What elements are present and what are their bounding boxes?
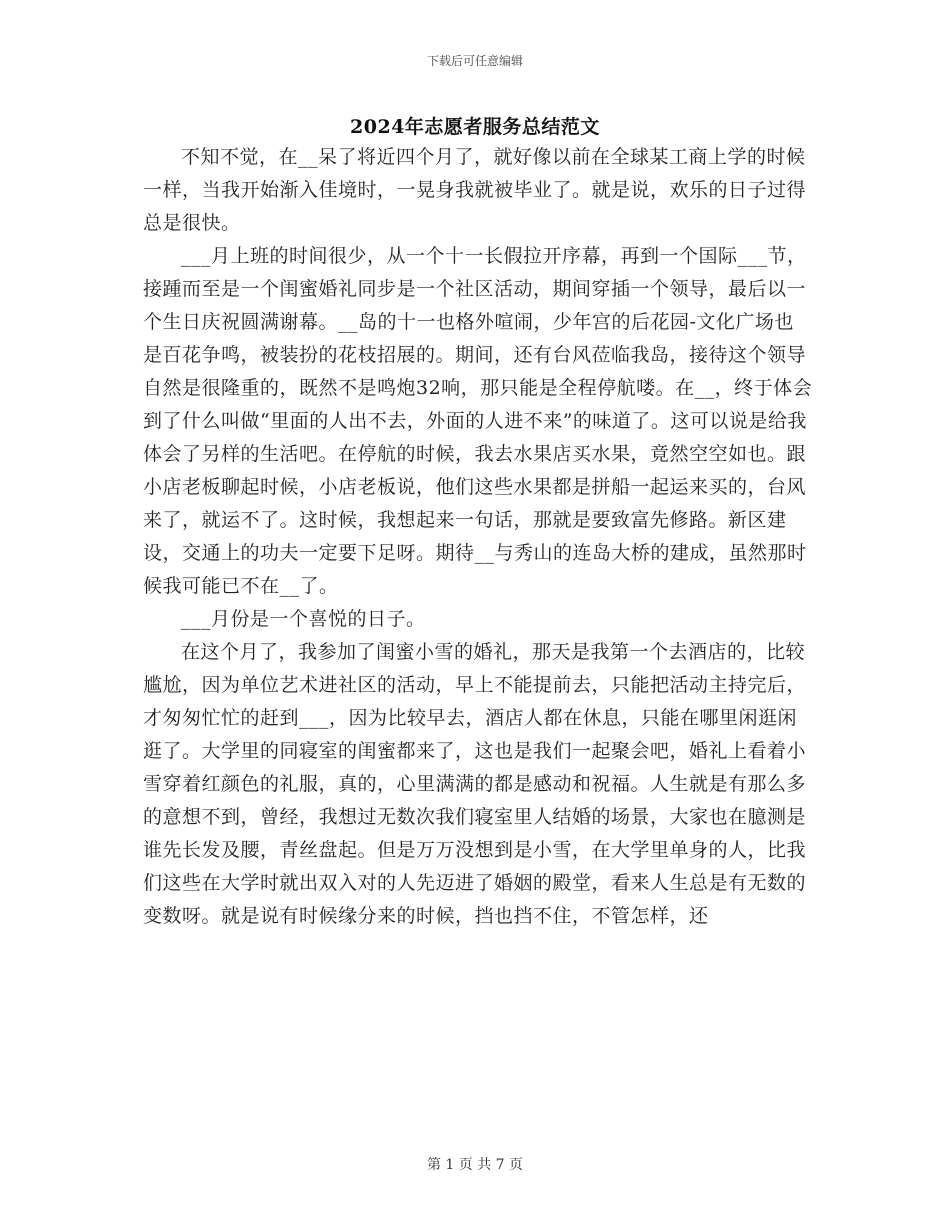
document-title: 2024年志愿者服务总结范文 [350,116,600,138]
paragraph: 不知不觉，在__呆了将近四个月了，就好像以前在全球某工商上学的时候一样，当我开始渐入佳境时，一晃身我就被毕业了。就是说，欢乐的日子过得总是很快。 [143,146,807,234]
document-body [143,141,813,933]
paragraph: ___月份是一个喜悦的日子。 [181,608,426,630]
paragraph: ___月上班的时间很少，从一个十一长假拉开序幕，再到一个国际___节，接踵而至是一个闺蜜婚礼同步是一个社区活动，期间穿插一个领导，最后以一个生日庆祝圆满谢幕。__岛的十一也格外喧闹，少年宫的后花园-文化广场也是百花争鸣，被装扮的花枝招展的。期间，还有台风莅临我岛，接待这个领导自然是很隆重的，既然不是鸣炮32响，那只能是全程停航喽。在__，终于体会到了什么叫做“里面的人出不去，外面的人进不来”的味道了。这可以说是给我体会了另样的生活吧。在停航的时候，我去水果店买水果，竟然空空如也。跟小店老板聊起时候，小店老板说，他们这些水果都是拼船一起运来买的，台风来了，就运不了。这时候，我想起来一句话，那就是要致富先修路。新区建设，交通上的功夫一定要下足呀。期待__与秀山的连岛大桥的建成，虽然那时候我可能已不在__了。 [143,245,813,597]
page-footer: 第 1 页 共 7 页 [426,1157,524,1173]
paragraph: 在这个月了，我参加了闺蜜小雪的婚礼，那天是我第一个去酒店的，比较尴尬，因为单位艺术进社区的活动，早上不能提前去，只能把活动主持完后，才匆匆忙忙的赶到___，因为比较早去，酒店人都在休息，只能在哪里闲逛闲逛了。大学里的同寝室的闺蜜都来了，这也是我们一起聚会吧，婚礼上看着小雪穿着红颜色的礼服，真的，心里满满的都是感动和祝福。人生就是有那么多的意想不到，曾经，我想过无数次我们寝室里人结婚的场景，大家也在臆测是谁先长发及腰，青丝盘起。但是万万没想到是小雪，在大学里单身的人，比我们这些在大学时就出双入对的人先迈进了婚姻的殿堂，看来人生总是有无数的变数呀。就是说有时候缘分来的时候，挡也挡不住，不管怎样，还 [143,641,807,927]
page-header: 下载后可任意编辑 [426,54,523,68]
